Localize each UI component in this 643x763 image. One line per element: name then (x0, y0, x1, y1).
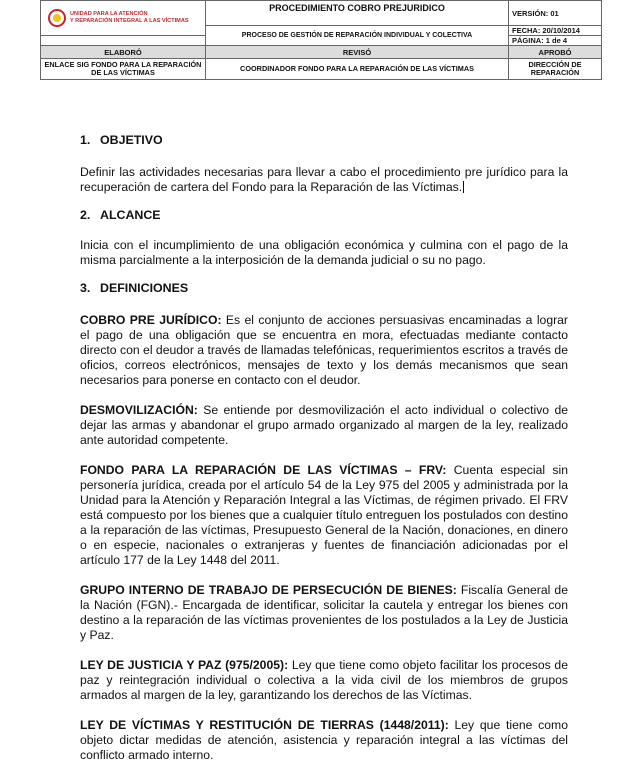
document-header (40, 0, 602, 80)
section-text-objetivo (80, 165, 568, 195)
definition-term: LEY DE VÍCTIMAS Y RESTITUCIÓN DE TIERRAS (1448/2011): (80, 718, 449, 732)
definition-ley-victimas (80, 718, 568, 763)
definition-text: Ley que tiene como objeto dictar medidas de atención, asistencia y reparación integral a las víctimas del conflicto armado interno. (80, 718, 568, 762)
section-number: 2. (80, 208, 91, 222)
procedure-title: PROCEDIMIENTO COBRO PREJURIDICO (206, 1, 509, 26)
definition-term: COBRO PRE JURÍDICO: (80, 313, 222, 327)
definition-desmovilizacion (80, 403, 568, 448)
entity-logo (44, 1, 202, 35)
definition-text: Fiscalía General de la Nación (FGN).- Encargada de identificar, solicitar la cautela y entregar los bienes con destino a la reparación de las víctimas provenientes de los postulados a la Ley de Justicia y Paz. (80, 583, 568, 642)
page-label: PÁGINA: 1 de 4 (509, 36, 602, 46)
role-heading-aprobo: APROBÓ (509, 46, 602, 59)
role-value-aprobo: DIRECCIÓN DE REPARACIÓN (509, 59, 602, 80)
section-heading-definiciones (80, 281, 568, 296)
section-heading-objetivo (80, 133, 568, 148)
seal-icon (48, 9, 66, 27)
definition-term: FONDO PARA LA REPARACIÓN DE LAS VÍCTIMAS – FRV: (80, 463, 447, 477)
definition-ley-justicia-paz (80, 658, 568, 703)
definition-term: GRUPO INTERNO DE TRABAJO DE PERSECUCIÓN DE BIENES: (80, 583, 457, 597)
section-title: OBJETIVO (100, 133, 163, 147)
role-value-reviso: COORDINADOR FONDO PARA LA REPARACIÓN DE LAS VÍCTIMAS (206, 59, 509, 80)
definition-term: LEY DE JUSTICIA Y PAZ (975/2005): (80, 658, 289, 672)
version-label: VERSIÓN: 01 (509, 1, 602, 26)
text-cursor (463, 181, 464, 193)
definition-text: Es el conjunto de acciones persuasivas encaminadas a lograr el pago de una obligación que se encuentra en mora, efectuadas mediante contacto directo con el deudor a través de llamadas telefónicas, requerimientos escritos a través de oficios, correos electrónicos, mensajes de texto y los demás mecanismos que sean necesarios para ponerse en contacto con el deudor. (80, 313, 568, 387)
section-title: DEFINICIONES (100, 281, 189, 295)
document-body (80, 133, 568, 763)
logo-cell-spacer (41, 36, 206, 46)
definition-term: DESMOVILIZACIÓN: (80, 403, 198, 417)
section-number: 3. (80, 281, 91, 295)
roles-value-row (41, 59, 602, 80)
logo-cell (41, 1, 206, 36)
logo-line-1: UNIDAD PARA LA ATENCIÓN (70, 11, 148, 17)
process-subtitle: PROCESO DE GESTIÓN DE REPARACIÓN INDIVIDUAL Y COLECTIVA (206, 26, 509, 46)
logo-line-2: Y REPARACIÓN INTEGRAL A LAS VÍCTIMAS (70, 18, 189, 24)
section-text-alcance: Inicia con el incumplimiento de una obligación económica y culmina con el pago de la misma parcialmente a la interposición de la demanda judicial o su no pago. (80, 238, 568, 267)
definition-cobro-pre-juridico (80, 313, 568, 388)
definition-fondo-reparacion (80, 463, 568, 568)
role-heading-reviso: REVISÓ (206, 46, 509, 59)
definition-text: Cuenta especial sin personería jurídica, creada por el artículo 54 de la Ley 975 del 2005 y administrada por la Unidad para la Atención y Reparación Integral a las Víctimas, de régimen privado. El FRV está compuesto por los bienes que a cualquier título entreguen los postulados con destino a la reparación de las víctimas, Presupuesto General de la Nación, donaciones, en dinero o en especie, nacionales o extranjeras y fuentes de financiación adicionadas por el artículo 177 de la Ley 1448 del 2011. (80, 463, 568, 567)
role-heading-elaboro: ELABORÓ (41, 46, 206, 59)
definition-grupo-persecucion-bienes (80, 583, 568, 643)
definition-text: Ley que tiene como objeto facilitar los procesos de paz y reintegración individual o colectiva a la vida civil de los miembros de grupos armados al margen de la ley, garantizando los derechos de las Víctimas. (80, 658, 568, 702)
date-label: FECHA: 20/10/2014 (509, 26, 602, 36)
section-number: 1. (80, 133, 91, 147)
logo-text (70, 11, 189, 25)
role-value-elaboro: ENLACE SIG FONDO PARA LA REPARACIÓN DE LAS VÍCTIMAS (41, 59, 206, 80)
definition-text: Se entiende por desmovilización el acto individual o colectivo de dejar las armas y abandonar el grupo armado organizado al margen de la ley, realizado ante autoridad competente. (80, 403, 568, 447)
section-heading-alcance (80, 208, 568, 223)
section-title: ALCANCE (100, 208, 161, 222)
roles-heading-row (41, 46, 602, 59)
objective-text: Definir las actividades necesarias para llevar a cabo el procedimiento pre jurídico para la recuperación de cartera del Fondo para la Reparación de las Víctimas. (80, 165, 568, 194)
